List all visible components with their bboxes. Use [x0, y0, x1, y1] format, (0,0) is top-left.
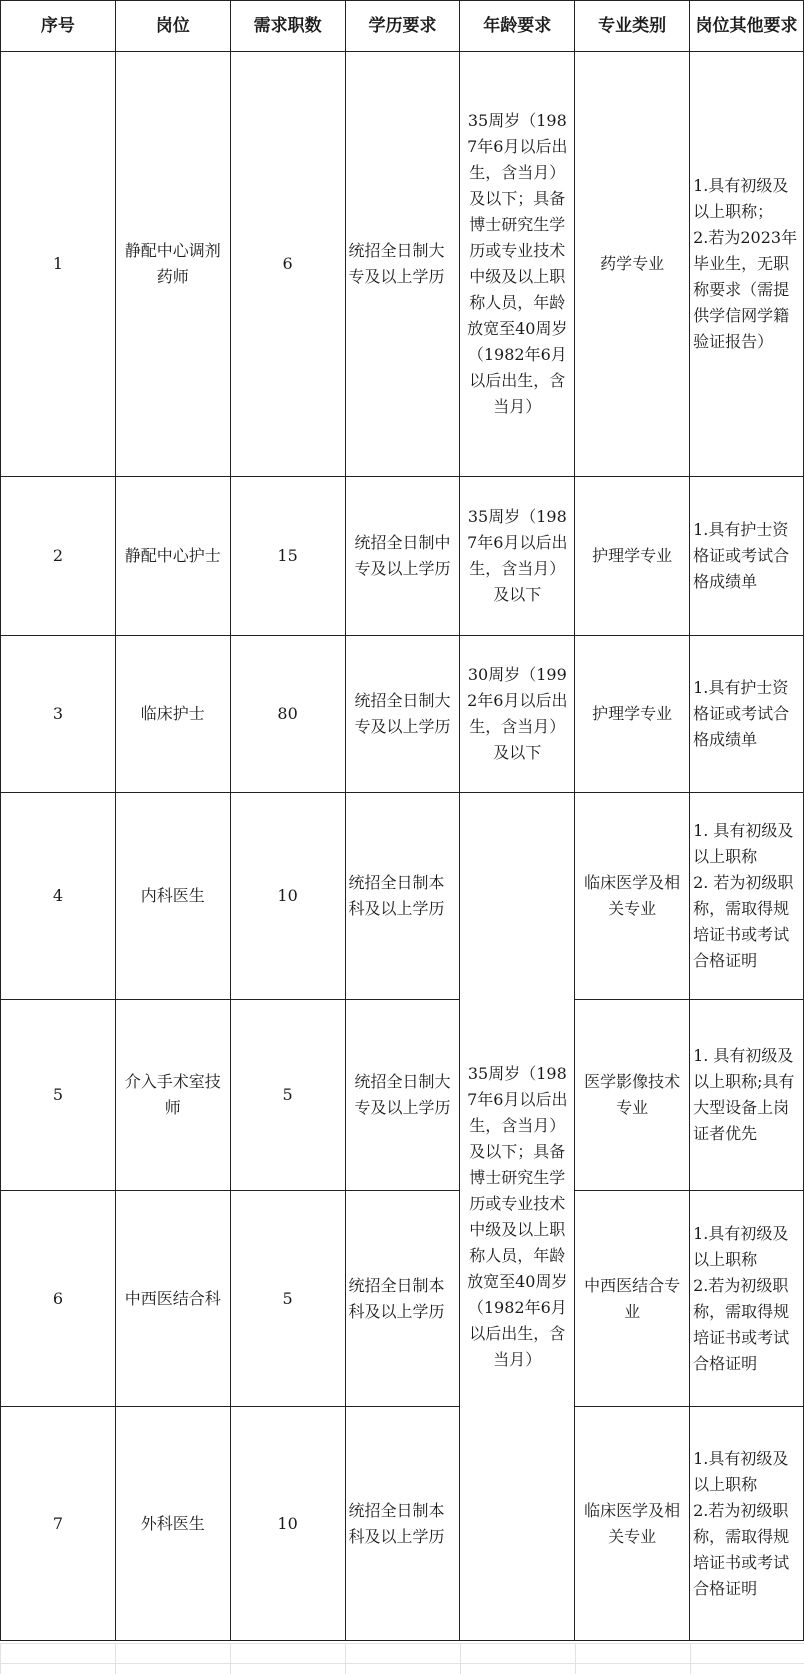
cell-age-merged: 35周岁（1987年6月以后出生，含当月）及以下；具备博士研究生学历或专业技术中级及以上职称人员，年龄放宽至40周岁（1982年6月以后出生，含当月）	[460, 793, 575, 1641]
cell-count: 10	[230, 1407, 345, 1641]
cell-major: 临床医学及相关专业	[575, 793, 690, 1000]
cell-position: 内科医生	[115, 793, 230, 1000]
cell-other: 1.具有初级及以上职称 2.若为初级职称，需取得规培证书或考试合格证明	[690, 1407, 804, 1641]
cell-age: 30周岁（1992年6月以后出生，含当月）及以下	[460, 636, 575, 793]
cell-education: 统招全日制大专及以上学历	[345, 636, 460, 793]
cell-other: 1. 具有初级及以上职称;具有大型设备上岗证者优先	[690, 1000, 804, 1191]
cell-seq: 3	[1, 636, 116, 793]
header-row	[1, 1, 804, 52]
cell-education: 统招全日制大专及以上学历	[345, 1000, 460, 1191]
cell-position: 静配中心调剂药师	[115, 52, 230, 477]
table-row	[1, 636, 804, 793]
header-position: 岗位	[115, 1, 230, 52]
header-age: 年龄要求	[460, 1, 575, 52]
cell-major: 临床医学及相关专业	[575, 1407, 690, 1641]
cell-count: 80	[230, 636, 345, 793]
cell-position: 介入手术室技师	[115, 1000, 230, 1191]
cell-major: 药学专业	[575, 52, 690, 477]
table-row	[1, 1407, 804, 1641]
cell-education: 统招全日制本科及以上学历	[345, 1191, 460, 1407]
cell-position: 临床护士	[115, 636, 230, 793]
cell-education: 统招全日制中专及以上学历	[345, 477, 460, 636]
cell-seq: 5	[1, 1000, 116, 1191]
header-education: 学历要求	[345, 1, 460, 52]
cell-seq: 6	[1, 1191, 116, 1407]
header-major: 专业类别	[575, 1, 690, 52]
table-row	[1, 477, 804, 636]
cell-count: 5	[230, 1000, 345, 1191]
cell-major: 护理学专业	[575, 477, 690, 636]
cell-other: 1.具有护士资格证或考试合格成绩单	[690, 636, 804, 793]
cell-education: 统招全日制本科及以上学历	[345, 1407, 460, 1641]
table-row	[1, 1000, 804, 1191]
cell-seq: 2	[1, 477, 116, 636]
cell-other: 1.具有初级及以上职称； 2.若为2023年毕业生，无职称要求（需提供学信网学籍验证报告）	[690, 52, 804, 477]
table-row	[1, 793, 804, 1000]
cell-seq: 4	[1, 793, 116, 1000]
header-seq: 序号	[1, 1, 116, 52]
cell-count: 5	[230, 1191, 345, 1407]
table-row	[1, 52, 804, 477]
header-other: 岗位其他要求	[690, 1, 804, 52]
cell-count: 15	[230, 477, 345, 636]
empty-grid-area	[0, 1643, 804, 1674]
cell-seq: 1	[1, 52, 116, 477]
cell-position: 中西医结合科	[115, 1191, 230, 1407]
cell-major: 护理学专业	[575, 636, 690, 793]
cell-education: 统招全日制大专及以上学历	[345, 52, 460, 477]
header-count: 需求职数	[230, 1, 345, 52]
table-row	[1, 1191, 804, 1407]
cell-position: 外科医生	[115, 1407, 230, 1641]
cell-other: 1.具有初级及以上职称 2.若为初级职称，需取得规培证书或考试合格证明	[690, 1191, 804, 1407]
cell-position: 静配中心护士	[115, 477, 230, 636]
cell-other: 1. 具有初级及以上职称 2. 若为初级职称，需取得规培证书或考试合格证明	[690, 793, 804, 1000]
cell-age: 35周岁（1987年6月以后出生，含当月）及以下；具备博士研究生学历或专业技术中级及以上职称人员，年龄放宽至40周岁（1982年6月以后出生，含当月）	[460, 52, 575, 477]
cell-major: 医学影像技术专业	[575, 1000, 690, 1191]
cell-count: 6	[230, 52, 345, 477]
cell-other: 1.具有护士资格证或考试合格成绩单	[690, 477, 804, 636]
cell-education: 统招全日制本科及以上学历	[345, 793, 460, 1000]
cell-age: 35周岁（1987年6月以后出生，含当月）及以下	[460, 477, 575, 636]
cell-count: 10	[230, 793, 345, 1000]
cell-seq: 7	[1, 1407, 116, 1641]
cell-major: 中西医结合专业	[575, 1191, 690, 1407]
